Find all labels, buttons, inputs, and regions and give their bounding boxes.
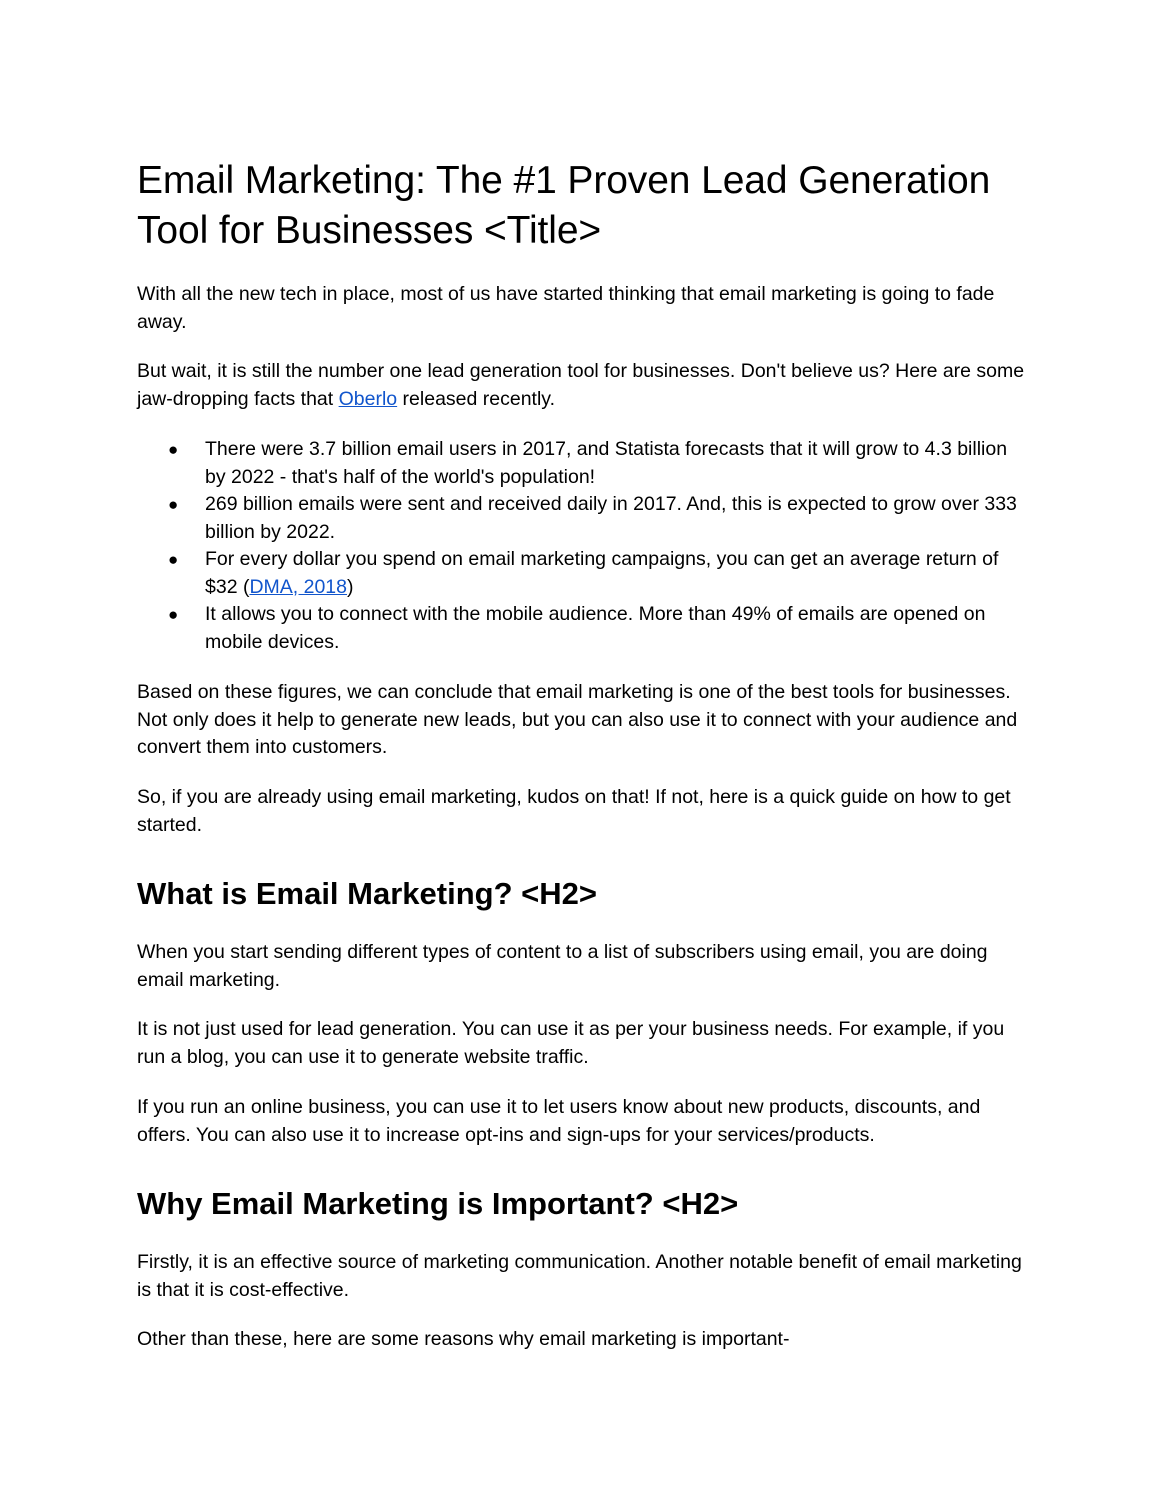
document-title: Email Marketing: The #1 Proven Lead Generation Tool for Businesses <Title> [137, 159, 991, 252]
list-item [137, 491, 1027, 546]
list-item-text: 269 billion emails were sent and received daily in 2017. And, this is expected to grow over 333 billion by 2022. [205, 493, 1017, 543]
kudos-paragraph: So, if you are already using email marketing, kudos on that! If not, here is a quick guide on how to get started. [137, 786, 1011, 836]
why-important-paragraph-1: Firstly, it is an effective source of marketing communication. Another notable benefit of email marketing is that it is cost-effective. [137, 1251, 1022, 1301]
bullet-icon: ● [168, 495, 179, 514]
figures-paragraph: Based on these figures, we can conclude that email marketing is one of the best tools for businesses. Not only does it help to generate new leads, but you can also use it to connect with your audience and convert them into customers. [137, 681, 1018, 758]
what-is-paragraph-2: It is not just used for lead generation. You can use it as per your business needs. For example, if you run a blog, you can use it to generate website traffic. [137, 1018, 1005, 1068]
bullet-icon: ● [168, 550, 179, 569]
intro-paragraph-2-text: But wait, it is still the number one lead generation tool for businesses. Don't believe us? Here are some jaw-dropping facts that [137, 360, 1025, 410]
what-is-paragraph-3: If you run an online business, you can use it to let users know about new products, discounts, and offers. You can also use it to increase opt-ins and sign-ups for your services/products. [137, 1096, 981, 1146]
intro-paragraph-2-tail: released recently. [397, 387, 556, 410]
list-item [137, 546, 1027, 601]
section-heading-what-is: What is Email Marketing? <H2> [137, 876, 597, 911]
list-item-text: There were 3.7 billion email users in 2017, and Statista forecasts that it will grow to 4.3 billion by 2022 - that's half of the world's population! [205, 438, 1008, 488]
facts-list [137, 436, 1027, 656]
list-item-text: It allows you to connect with the mobile audience. More than 49% of emails are opened on mobile devices. [205, 603, 986, 653]
what-is-paragraph-1: When you start sending different types of content to a list of subscribers using email, you are doing email marketing. [137, 941, 988, 991]
oberlo-link[interactable]: Oberlo [338, 387, 398, 410]
list-item-text: For every dollar you spend on email marketing campaigns, you can get an average return of $32 ( [205, 548, 999, 598]
bullet-icon: ● [168, 605, 179, 624]
intro-paragraph-1: With all the new tech in place, most of us have started thinking that email marketing is going to fade away. [137, 283, 995, 333]
bullet-icon: ● [168, 440, 179, 459]
intro-paragraph-2 [137, 358, 1027, 413]
why-important-paragraph-2: Other than these, here are some reasons why email marketing is important- [137, 1328, 790, 1350]
dma-2018-link[interactable]: DMA, 2018 [249, 575, 348, 598]
section-heading-why-important: Why Email Marketing is Important? <H2> [137, 1186, 739, 1221]
list-item [137, 436, 1027, 491]
list-item [137, 601, 1027, 656]
list-item-text-tail: ) [347, 575, 354, 598]
